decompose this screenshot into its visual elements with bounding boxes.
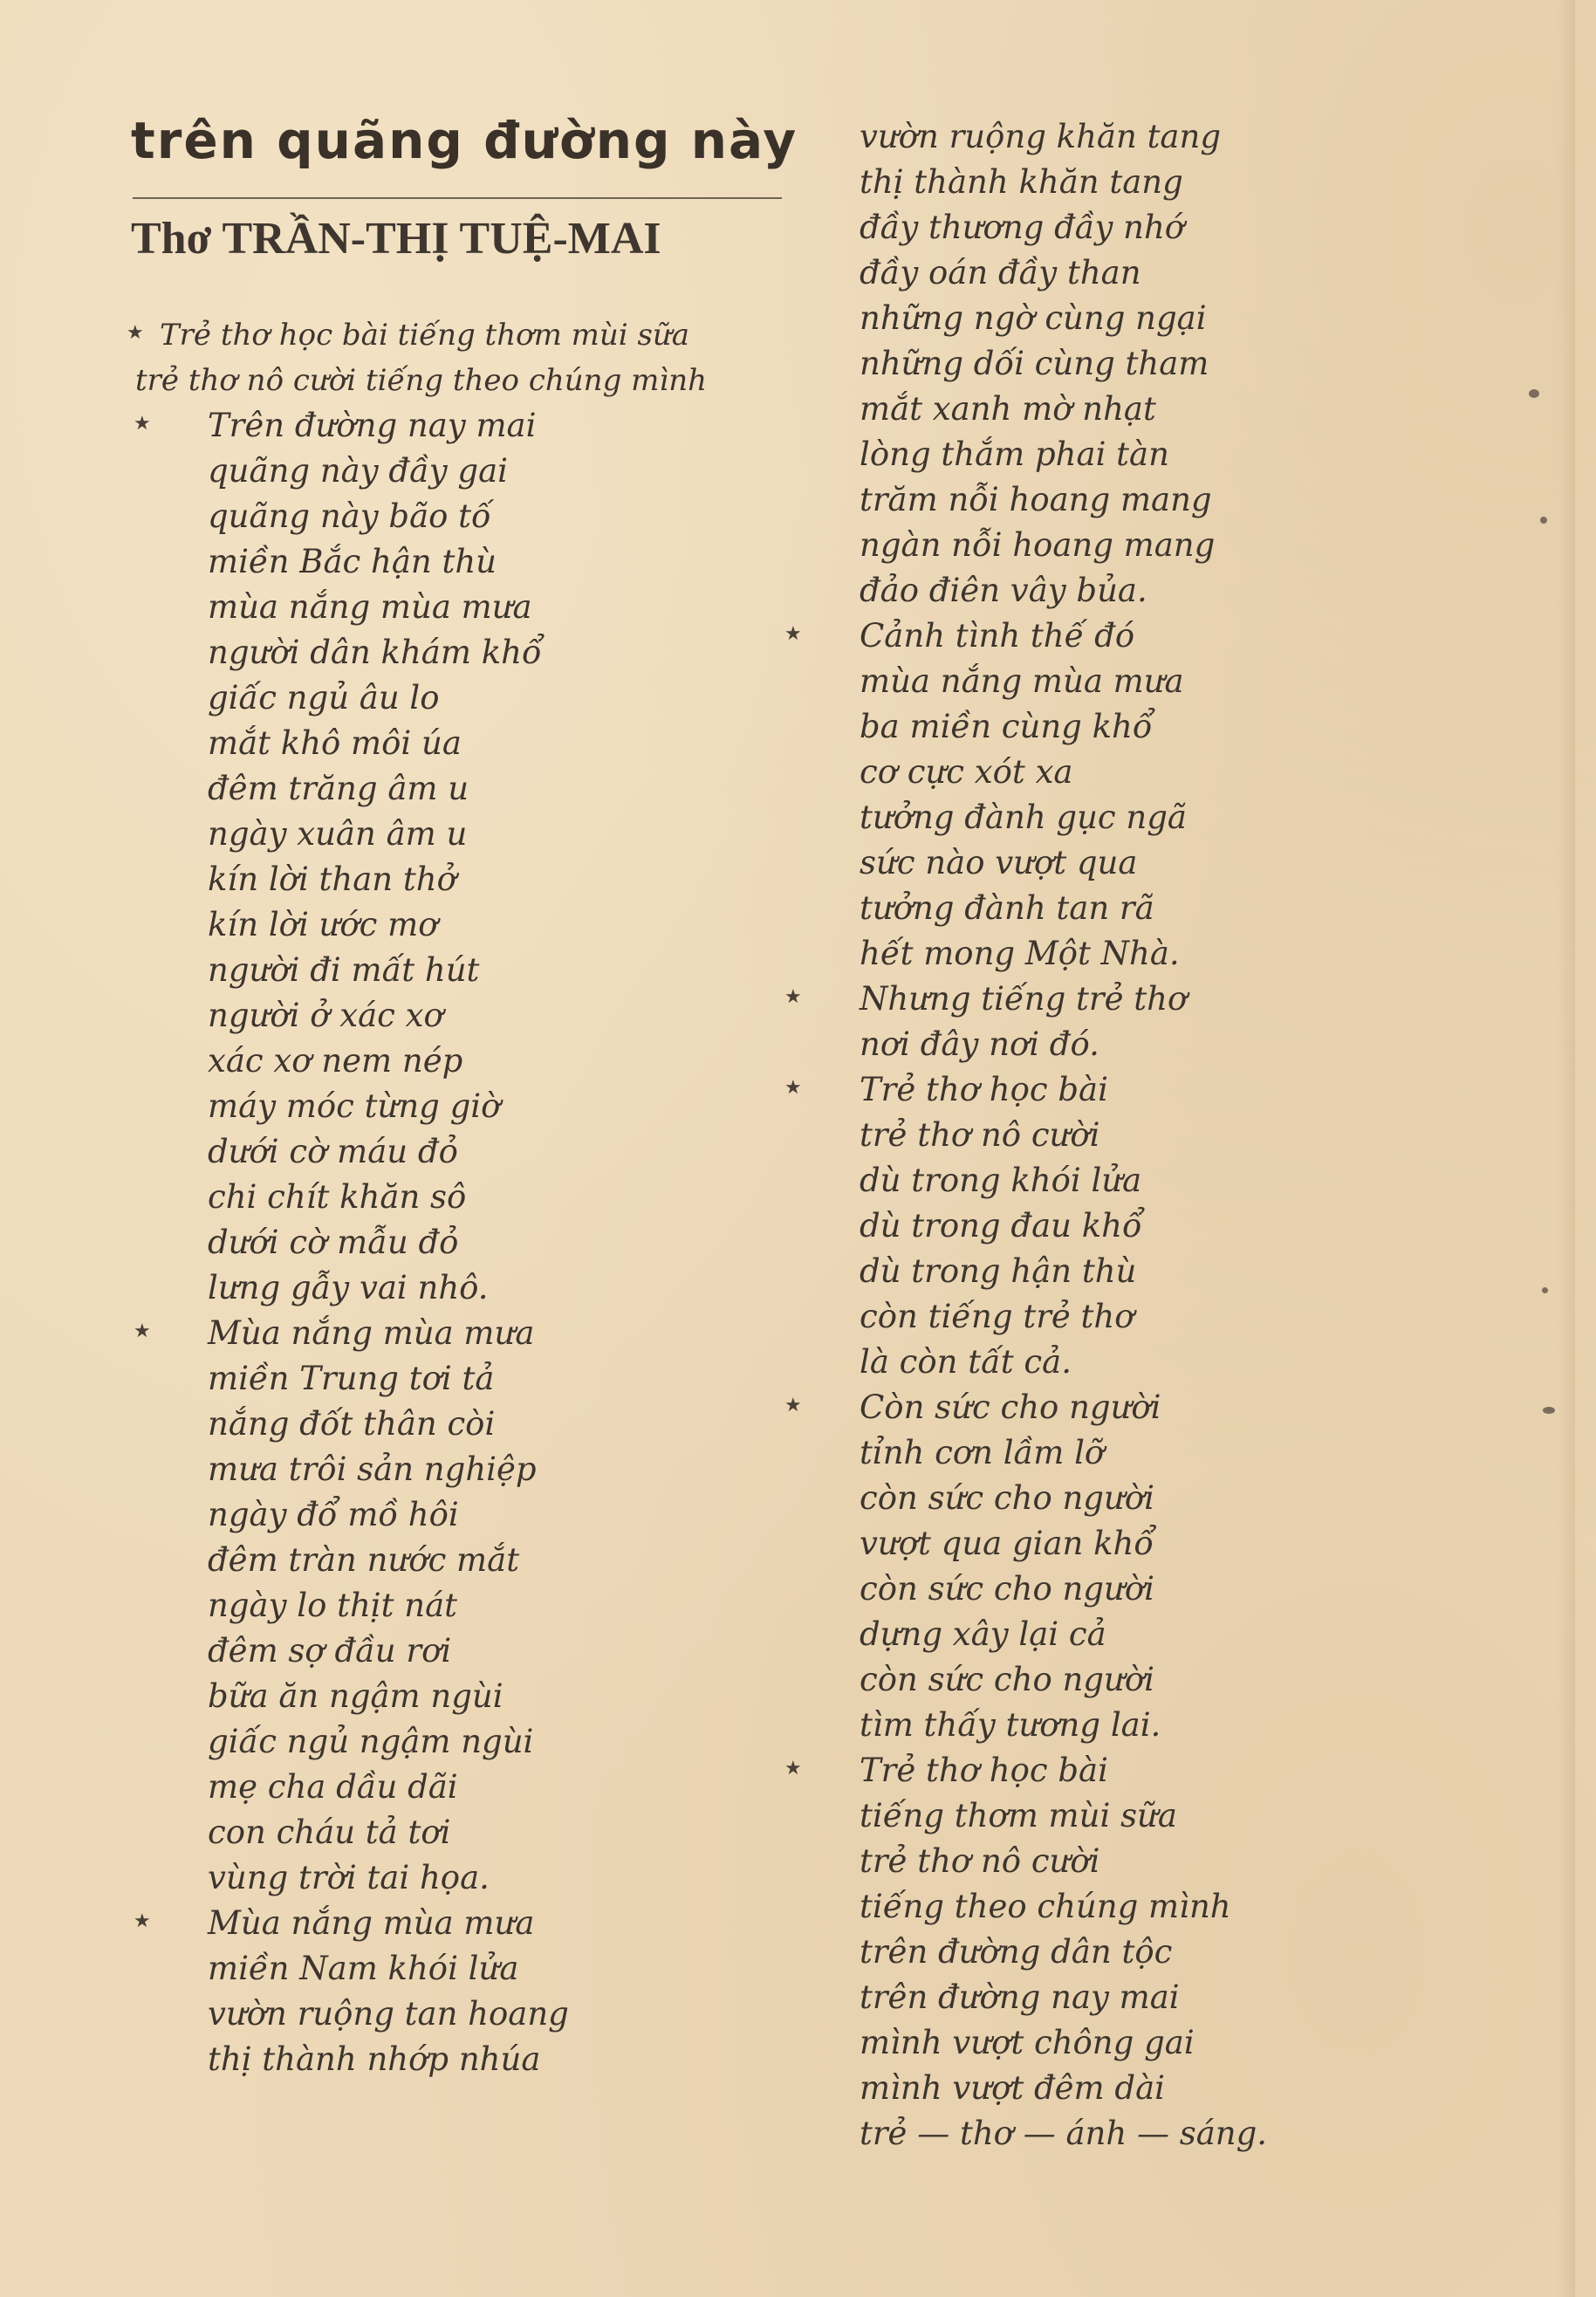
verse-line — [127, 1674, 707, 1719]
verse-line — [860, 1567, 1267, 1612]
verse-text: bữa ăn ngậm ngùi — [208, 1677, 503, 1715]
verse-text: Mùa nắng mùa mưa — [208, 1904, 535, 1942]
verse-line — [860, 2066, 1267, 2111]
verse-line — [127, 1175, 707, 1220]
verse-line — [860, 387, 1267, 432]
verse-line — [860, 2020, 1267, 2066]
verse-line — [860, 1930, 1267, 1975]
verse-line — [860, 1521, 1267, 1567]
verse-line — [127, 1084, 707, 1129]
verse-text: tưởng đành gục ngã — [860, 799, 1187, 836]
verse-line — [860, 477, 1267, 523]
verse-text: mẹ cha dầu dãi — [208, 1768, 458, 1806]
verse-line — [860, 886, 1267, 931]
verse-text: giấc ngủ ngậm ngùi — [208, 1723, 534, 1760]
verse-line — [127, 1946, 707, 1992]
verse-line — [127, 630, 707, 675]
verse-text: trẻ — thơ — ánh — sáng. — [860, 2115, 1268, 2152]
verse-line — [784, 1067, 1267, 1113]
verse-line — [860, 432, 1267, 477]
verse-text: dựng xây lại cả — [860, 1615, 1106, 1653]
verse-text: mình vượt chông gai — [860, 2024, 1195, 2061]
verse-line — [127, 449, 707, 494]
verse-line — [127, 1447, 707, 1492]
verse-text: dưới cờ mẫu đỏ — [208, 1224, 459, 1261]
verse-line — [127, 1855, 707, 1901]
stanza-star-icon: ★ — [784, 986, 802, 1008]
stanza-star-icon: ★ — [134, 1320, 151, 1342]
verse-text: tìm thấy tương lai. — [860, 1706, 1161, 1744]
stanza-star-icon: ★ — [134, 1910, 151, 1932]
verse-line — [860, 1975, 1267, 2020]
verse-text: mắt khô môi úa — [208, 724, 462, 762]
verse-text: giấc ngủ âu lo — [208, 679, 440, 717]
verse-line — [127, 1039, 707, 1084]
verse-line — [860, 1657, 1267, 1703]
verse-text: những dối cùng tham — [860, 345, 1209, 382]
verse-text: hết mong Một Nhà. — [860, 935, 1180, 972]
verse-line — [127, 1538, 707, 1583]
verse-line — [127, 857, 707, 902]
verse-line — [860, 523, 1267, 568]
verse-text: còn tiếng trẻ thơ — [860, 1298, 1134, 1335]
verse-line — [784, 977, 1267, 1022]
verse-line — [127, 675, 707, 721]
page-fold-shadow — [1558, 0, 1575, 2297]
verse-text: mình vượt đêm dài — [860, 2069, 1165, 2107]
verse-text: trẻ thơ nô cười — [860, 1116, 1100, 1154]
verse-text: ngày lo thịt nát — [208, 1587, 458, 1624]
verse-text: Còn sức cho người — [860, 1388, 1161, 1426]
verse-text: đêm trăng âm u — [208, 770, 469, 807]
verse-line — [860, 1294, 1267, 1340]
verse-text: Cảnh tình thế đó — [860, 617, 1135, 655]
verse-text: đêm tràn nước mắt — [208, 1541, 520, 1579]
verse-text: cơ cực xót xa — [860, 753, 1073, 791]
verse-text: máy móc từng giờ — [208, 1087, 501, 1125]
verse-line — [860, 205, 1267, 250]
verse-line — [127, 403, 707, 449]
verse-line — [860, 1203, 1267, 1249]
verse-line — [860, 250, 1267, 296]
verse-line — [860, 750, 1267, 795]
verse-text: miền Nam khói lửa — [208, 1950, 519, 1987]
stanza-star-icon: ★ — [784, 623, 802, 645]
verse-text: vượt qua gian khổ — [860, 1525, 1154, 1562]
verse-text: nơi đây nơi đó. — [860, 1025, 1099, 1063]
right-column — [784, 114, 1268, 2156]
verse-text: con cháu tả tơi — [208, 1814, 451, 1851]
verse-line — [860, 2111, 1267, 2156]
verse-line — [860, 1884, 1267, 1930]
verse-text: mùa nắng mùa mưa — [208, 588, 532, 626]
verse-text: đầy oán đầy than — [860, 254, 1141, 291]
poem-byline: Thơ TRẦN-THỊ TUỆ-MAI — [131, 214, 661, 264]
verse-line — [860, 931, 1267, 977]
verse-text: trẻ thơ nô cười — [860, 1842, 1100, 1880]
verse-line — [860, 1249, 1267, 1294]
verse-line — [860, 704, 1267, 750]
verse-text: đảo điên vây bủa. — [860, 572, 1147, 609]
verse-line — [127, 1583, 707, 1628]
verse-line — [784, 614, 1267, 659]
verse-line — [860, 1476, 1267, 1521]
verse-text: quãng này bão tố — [208, 497, 491, 535]
verse-line — [784, 1385, 1267, 1430]
verse-text: trăm nỗi hoang mang — [860, 481, 1212, 518]
verse-text: miền Bắc hận thù — [208, 543, 497, 580]
verse-text: mắt xanh mờ nhạt — [860, 390, 1156, 428]
stanza-star-icon: ★ — [784, 1077, 802, 1099]
verse-text: Mùa nắng mùa mưa — [208, 1314, 535, 1352]
verse-line — [127, 312, 707, 358]
verse-line — [127, 1311, 707, 1356]
verse-text: trên đường nay mai — [860, 1978, 1180, 2016]
verse-line — [860, 296, 1267, 341]
verse-text: xác xơ nem nép — [208, 1042, 463, 1080]
verse-text: kín lời than thở — [208, 861, 456, 898]
verse-line — [860, 659, 1267, 704]
left-column — [127, 312, 707, 2082]
verse-line — [860, 1793, 1267, 1839]
verse-text: trẻ thơ nô cười tiếng theo chúng mình — [135, 363, 708, 398]
verse-line — [127, 948, 707, 993]
verse-line — [127, 539, 707, 585]
verse-line — [127, 1628, 707, 1674]
verse-text: quãng này đầy gai — [208, 452, 509, 490]
verse-text: ngày đổ mồ hôi — [208, 1496, 459, 1533]
verse-text: dưới cờ máu đỏ — [208, 1133, 458, 1170]
verse-text: mùa nắng mùa mưa — [860, 662, 1184, 700]
verse-text: ba miền cùng khổ — [860, 708, 1153, 745]
verse-line — [127, 766, 707, 812]
verse-line — [127, 812, 707, 857]
verse-text: ngàn nỗi hoang mang — [860, 526, 1216, 564]
verse-text: tiếng thơm mùi sữa — [860, 1797, 1177, 1834]
verse-line — [127, 585, 707, 630]
verse-text: thị thành khăn tang — [860, 163, 1183, 201]
verse-text: người ở xác xơ — [208, 997, 443, 1034]
verse-line — [127, 1901, 707, 1946]
verse-line — [127, 993, 707, 1039]
stanza-star-icon: ★ — [134, 413, 151, 435]
verse-text: là còn tất cả. — [860, 1343, 1072, 1381]
verse-text: kín lời ước mơ — [208, 906, 438, 943]
verse-text: Trẻ thơ học bài tiếng thơm mùi sữa — [160, 318, 690, 353]
verse-text: còn sức cho người — [860, 1479, 1154, 1517]
verse-line — [860, 1430, 1267, 1476]
stanza-star-icon: ★ — [784, 1395, 802, 1416]
verse-line — [860, 1022, 1267, 1067]
verse-text: tỉnh cơn lầm lỡ — [860, 1434, 1105, 1471]
paper-speck — [1542, 1287, 1548, 1293]
verse-text: mưa trôi sản nghiệp — [208, 1450, 537, 1488]
stanza-star-icon: ★ — [784, 1758, 802, 1779]
verse-text: trên đường dân tộc — [860, 1933, 1173, 1971]
verse-line — [127, 1265, 707, 1311]
verse-text: lòng thắm phai tàn — [860, 435, 1169, 473]
verse-line — [127, 1719, 707, 1765]
verse-text: còn sức cho người — [860, 1570, 1154, 1608]
verse-text: vùng trời tai họa. — [208, 1859, 490, 1896]
poem-title: trên quãng đường này — [131, 111, 798, 170]
paper-speck — [1543, 1407, 1555, 1414]
verse-line — [127, 1810, 707, 1855]
verse-text: chi chít khăn sô — [208, 1178, 467, 1216]
verse-line — [127, 1492, 707, 1538]
verse-line — [860, 1612, 1267, 1657]
verse-text: ngày xuân âm u — [208, 815, 468, 853]
verse-line — [860, 1113, 1267, 1158]
verse-line — [860, 568, 1267, 614]
paper-speck — [1540, 517, 1547, 524]
verse-text: còn sức cho người — [860, 1661, 1154, 1698]
verse-text: vườn ruộng tan hoang — [208, 1995, 569, 2033]
verse-text: dù trong khói lửa — [860, 1162, 1142, 1199]
verse-text: Trẻ thơ học bài — [860, 1752, 1108, 1789]
verse-text: Nhưng tiếng trẻ thơ — [860, 980, 1188, 1018]
stanza-star-icon: ★ — [127, 322, 144, 344]
verse-line — [860, 114, 1267, 160]
verse-text: tưởng đành tan rã — [860, 889, 1154, 927]
verse-line — [860, 840, 1267, 886]
verse-text: thị thành nhớp nhúa — [208, 2040, 541, 2078]
verse-line — [127, 1992, 707, 2037]
verse-text: đầy thương đầy nhớ — [860, 209, 1185, 246]
verse-text: đêm sợ đầu rơi — [208, 1632, 452, 1670]
verse-line — [127, 1220, 707, 1265]
verse-text: tiếng theo chúng mình — [860, 1888, 1231, 1925]
verse-text: Trên đường nay mai — [208, 407, 537, 444]
verse-text: người đi mất hút — [208, 951, 480, 989]
verse-text: nắng đốt thân còi — [208, 1405, 496, 1443]
paper-speck — [1529, 389, 1539, 398]
verse-text: người dân khám khổ — [208, 634, 542, 671]
title-divider — [133, 197, 782, 199]
verse-line — [860, 1340, 1267, 1385]
verse-line — [127, 1129, 707, 1175]
verse-line — [127, 2037, 707, 2082]
verse-line — [860, 1703, 1267, 1748]
verse-line — [127, 1765, 707, 1810]
verse-text: dù trong hận thù — [860, 1252, 1137, 1290]
verse-line — [127, 1402, 707, 1447]
verse-line — [860, 341, 1267, 387]
verse-text: lưng gẫy vai nhô. — [208, 1269, 489, 1306]
verse-line — [127, 721, 707, 766]
verse-line — [860, 1839, 1267, 1884]
verse-text: những ngờ cùng ngại — [860, 299, 1207, 337]
verse-line — [784, 1748, 1267, 1793]
verse-line — [860, 160, 1267, 205]
verse-line — [127, 494, 707, 539]
verse-line — [860, 795, 1267, 840]
verse-text: vườn ruộng khăn tang — [860, 118, 1222, 155]
verse-line — [127, 358, 707, 403]
verse-line — [860, 1158, 1267, 1203]
verse-line — [127, 1356, 707, 1402]
verse-text: sức nào vượt qua — [860, 844, 1138, 881]
verse-line — [127, 902, 707, 948]
verse-text: miền Trung tơi tả — [208, 1360, 495, 1397]
verse-text: dù trong đau khổ — [860, 1207, 1142, 1244]
verse-text: Trẻ thơ học bài — [860, 1071, 1108, 1108]
